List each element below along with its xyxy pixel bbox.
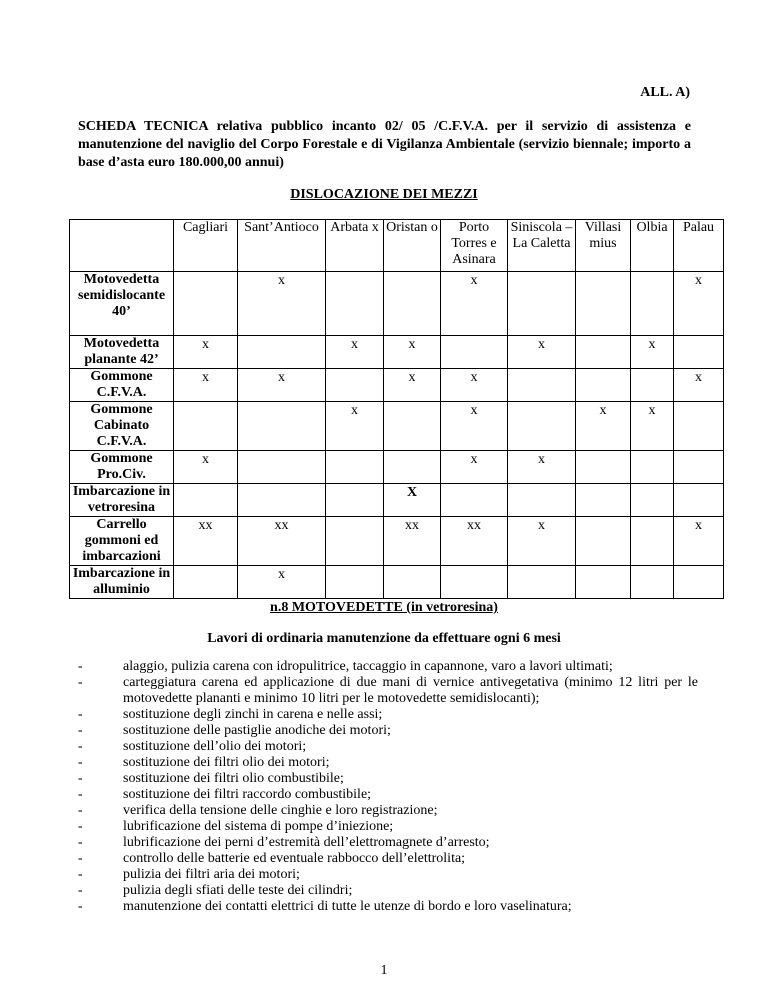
section-title-dislocazione: DISLOCAZIONE DEI MEZZI bbox=[290, 187, 478, 202]
table-cell: x bbox=[508, 451, 576, 484]
dash-bullet-icon: - bbox=[78, 851, 83, 866]
table-cell: x bbox=[631, 402, 674, 451]
table-cell bbox=[384, 272, 441, 336]
task-text: sostituzione dell’olio dei motori; bbox=[123, 739, 307, 754]
table-row bbox=[70, 369, 724, 402]
table-cell bbox=[631, 566, 674, 599]
table-cell: x bbox=[174, 336, 238, 369]
table-cell bbox=[674, 484, 724, 517]
table-cell: X bbox=[384, 484, 441, 517]
task-text: pulizia degli sfiati delle teste dei cilindri; bbox=[123, 883, 353, 898]
column-header: Porto Torres e Asinara bbox=[441, 220, 508, 272]
table-cell bbox=[384, 451, 441, 484]
task-text: sostituzione dei filtri raccordo combustibile; bbox=[123, 787, 372, 802]
table-cell bbox=[238, 484, 326, 517]
dash-bullet-icon: - bbox=[78, 723, 83, 738]
table-cell: xx bbox=[384, 517, 441, 566]
table-cell: x bbox=[576, 402, 631, 451]
column-header: Siniscola – La Caletta bbox=[508, 220, 576, 272]
table-cell bbox=[674, 336, 724, 369]
list-item bbox=[78, 675, 698, 707]
task-text: lubrificazione del sistema di pompe d’iniezione; bbox=[123, 819, 394, 834]
table-cell: x bbox=[384, 369, 441, 402]
dash-bullet-icon: - bbox=[78, 819, 83, 834]
table-cell bbox=[174, 402, 238, 451]
table-cell bbox=[326, 369, 384, 402]
maintenance-task-list bbox=[78, 659, 698, 915]
dash-bullet-icon: - bbox=[78, 755, 83, 770]
list-item bbox=[78, 899, 698, 915]
list-item bbox=[78, 739, 698, 755]
column-header: Sant’Antioco bbox=[238, 220, 326, 272]
table-cell: xx bbox=[238, 517, 326, 566]
dash-bullet-icon: - bbox=[78, 883, 83, 898]
list-item bbox=[78, 659, 698, 675]
table-cell bbox=[441, 484, 508, 517]
table-cell: x bbox=[674, 517, 724, 566]
list-item bbox=[78, 707, 698, 723]
task-text: pulizia dei filtri aria dei motori; bbox=[123, 867, 300, 882]
table-cell bbox=[631, 484, 674, 517]
table-cell: x bbox=[508, 336, 576, 369]
row-header: Gommone Pro.Civ. bbox=[70, 451, 174, 484]
row-header: Gommone C.F.V.A. bbox=[70, 369, 174, 402]
table-cell: x bbox=[238, 369, 326, 402]
table-cell: x bbox=[441, 272, 508, 336]
table-cell bbox=[576, 566, 631, 599]
table-cell bbox=[508, 566, 576, 599]
table-cell bbox=[508, 402, 576, 451]
row-header: Motovedetta planante 42’ bbox=[70, 336, 174, 369]
column-header: Olbia bbox=[631, 220, 674, 272]
row-header: Imbarcazione in alluminio bbox=[70, 566, 174, 599]
table-cell bbox=[174, 566, 238, 599]
table-row bbox=[70, 451, 724, 484]
table-cell bbox=[441, 336, 508, 369]
task-text: sostituzione degli zinchi in carena e nelle assi; bbox=[123, 707, 383, 722]
list-item bbox=[78, 851, 698, 867]
list-item bbox=[78, 771, 698, 787]
table-cell bbox=[174, 272, 238, 336]
table-cell bbox=[508, 484, 576, 517]
table-cell bbox=[631, 272, 674, 336]
table-cell bbox=[326, 484, 384, 517]
header-corner-cell bbox=[70, 220, 174, 272]
dash-bullet-icon: - bbox=[78, 899, 83, 914]
list-item bbox=[78, 835, 698, 851]
table-cell bbox=[576, 484, 631, 517]
table-cell bbox=[674, 402, 724, 451]
table-cell bbox=[576, 336, 631, 369]
column-header: Palau bbox=[674, 220, 724, 272]
table-cell bbox=[576, 272, 631, 336]
table-cell bbox=[631, 517, 674, 566]
table-cell bbox=[326, 451, 384, 484]
table-cell: x bbox=[441, 451, 508, 484]
list-item bbox=[78, 883, 698, 899]
row-header: Imbarcazione in vetroresina bbox=[70, 484, 174, 517]
dash-bullet-icon: - bbox=[78, 835, 83, 850]
column-header: Oristan o bbox=[384, 220, 441, 272]
dash-bullet-icon: - bbox=[78, 739, 83, 754]
task-text: controllo delle batterie ed eventuale rabbocco dell’elettrolita; bbox=[123, 851, 466, 866]
table-cell bbox=[674, 566, 724, 599]
list-item bbox=[78, 819, 698, 835]
table-cell bbox=[326, 566, 384, 599]
page-number: 1 bbox=[380, 963, 388, 978]
table-row bbox=[70, 336, 724, 369]
table-cell bbox=[238, 336, 326, 369]
table-cell bbox=[674, 451, 724, 484]
table-cell bbox=[576, 517, 631, 566]
table-cell bbox=[384, 402, 441, 451]
table-cell: xx bbox=[441, 517, 508, 566]
task-text: verifica della tensione delle cinghie e loro registrazione; bbox=[123, 803, 438, 818]
task-text: manutenzione dei contatti elettrici di tutte le utenze di bordo e loro vaselinatura; bbox=[123, 899, 572, 914]
table-cell bbox=[326, 272, 384, 336]
table-cell bbox=[384, 566, 441, 599]
column-header: Villasi mius bbox=[576, 220, 631, 272]
attachment-label: ALL. A) bbox=[640, 85, 690, 100]
dash-bullet-icon: - bbox=[78, 675, 83, 690]
dash-bullet-icon: - bbox=[78, 867, 83, 882]
table-cell bbox=[238, 402, 326, 451]
table-cell: xx bbox=[174, 517, 238, 566]
table-cell bbox=[238, 451, 326, 484]
row-header: Motovedetta semidislocante 40’ bbox=[70, 272, 174, 336]
dash-bullet-icon: - bbox=[78, 707, 83, 722]
table-cell bbox=[441, 566, 508, 599]
table-cell bbox=[631, 451, 674, 484]
table-row bbox=[70, 517, 724, 566]
table-cell: x bbox=[631, 336, 674, 369]
task-text: sostituzione delle pastiglie anodiche dei motori; bbox=[123, 723, 391, 738]
list-item bbox=[78, 803, 698, 819]
column-header: Arbata x bbox=[326, 220, 384, 272]
table-row bbox=[70, 566, 724, 599]
row-header: Carrello gommoni ed imbarcazioni bbox=[70, 517, 174, 566]
table-cell: x bbox=[326, 336, 384, 369]
dash-bullet-icon: - bbox=[78, 787, 83, 802]
table-cell: x bbox=[238, 272, 326, 336]
table-cell bbox=[508, 272, 576, 336]
table-cell bbox=[174, 484, 238, 517]
list-item bbox=[78, 867, 698, 883]
table-cell: x bbox=[326, 402, 384, 451]
table-row bbox=[70, 484, 724, 517]
table-row bbox=[70, 272, 724, 336]
table-cell: x bbox=[508, 517, 576, 566]
technical-sheet-intro: SCHEDA TECNICA relativa pubblico incanto 02/ 05 /C.F.V.A. per il servizio di assistenza e manutenzione del naviglio del Corpo Forestale e di Vigilanza Ambientale (servizio biennale; importo a base d’asta euro 180.000,00 annui) bbox=[78, 119, 691, 170]
table-cell: x bbox=[174, 451, 238, 484]
dislocation-table bbox=[69, 219, 724, 599]
table-cell bbox=[326, 517, 384, 566]
table-header-row bbox=[70, 220, 724, 272]
table-cell: x bbox=[238, 566, 326, 599]
task-text: sostituzione dei filtri olio combustibile; bbox=[123, 771, 344, 786]
table-cell bbox=[508, 369, 576, 402]
table-cell: x bbox=[441, 402, 508, 451]
list-item bbox=[78, 723, 698, 739]
table-cell bbox=[631, 369, 674, 402]
task-text: carteggiatura carena ed applicazione di due mani di vernice antivegetativa (minimo 12 litri per le motovedette plananti e minimo 10 litri per le motovedette semidislocanti); bbox=[123, 675, 698, 706]
section-title-motovedette: n.8 MOTOVEDETTE (in vetroresina) bbox=[270, 600, 498, 615]
dash-bullet-icon: - bbox=[78, 659, 83, 674]
table-cell: x bbox=[674, 369, 724, 402]
table-cell: x bbox=[674, 272, 724, 336]
table-cell bbox=[576, 369, 631, 402]
list-item bbox=[78, 755, 698, 771]
table-cell bbox=[576, 451, 631, 484]
dash-bullet-icon: - bbox=[78, 803, 83, 818]
column-header: Cagliari bbox=[174, 220, 238, 272]
table-cell: x bbox=[441, 369, 508, 402]
table-cell: x bbox=[384, 336, 441, 369]
task-text: alaggio, pulizia carena con idropulitrice, taccaggio in capannone, varo a lavori ultimati; bbox=[123, 659, 613, 674]
section-subtitle: Lavori di ordinaria manutenzione da effettuare ogni 6 mesi bbox=[207, 631, 561, 646]
row-header: Gommone Cabinato C.F.V.A. bbox=[70, 402, 174, 451]
list-item bbox=[78, 787, 698, 803]
task-text: lubrificazione dei perni d’estremità dell’elettromagnete d’arresto; bbox=[123, 835, 490, 850]
dash-bullet-icon: - bbox=[78, 771, 83, 786]
table-cell: x bbox=[174, 369, 238, 402]
table-row bbox=[70, 402, 724, 451]
task-text: sostituzione dei filtri olio dei motori; bbox=[123, 755, 330, 770]
